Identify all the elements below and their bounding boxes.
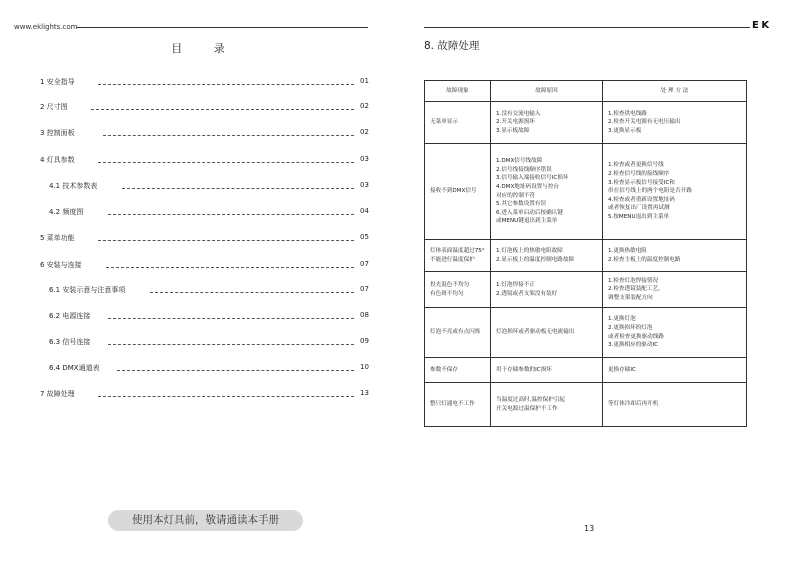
toc-item-page: 09 xyxy=(360,337,369,345)
table-row xyxy=(425,240,747,272)
solution-line: 调整支架装配方向 xyxy=(608,294,653,301)
cause-line: 灯泡损坏或者驱动板无电流输出 xyxy=(496,329,575,336)
solution-line: 3.检查显示板信号接受IC和 xyxy=(608,179,675,186)
cause-line: 开关电源过温保护不工作 xyxy=(496,405,558,412)
toc-leader-dots xyxy=(103,135,354,136)
solution-line: 更换存储IC xyxy=(608,366,636,373)
solution-line: 2.检查透镜装配工艺， xyxy=(608,286,664,293)
toc-item-page: 10 xyxy=(360,363,369,371)
table-header-row xyxy=(425,81,747,102)
solution-line: 2.更换损坏的灯泡 xyxy=(608,324,653,331)
cell-solution xyxy=(603,358,747,383)
toc-leader-dots xyxy=(122,188,354,189)
toc-leader-dots xyxy=(108,318,354,319)
toc-item-label: 7 故障处理 xyxy=(40,390,75,398)
table-row xyxy=(425,144,747,240)
toc-item-label: 4 灯具参数 xyxy=(40,156,75,164)
table-row xyxy=(425,102,747,144)
cause-line: 5.其它参数设置有误 xyxy=(496,201,547,208)
solution-line: 1.更换热敏电阻 xyxy=(608,247,647,254)
cell-symptom xyxy=(425,102,491,144)
header-rule-right xyxy=(424,27,750,28)
cell-cause xyxy=(491,358,603,383)
symptom-line: 有色斑不均匀 xyxy=(430,290,464,297)
cell-symptom xyxy=(425,240,491,272)
toc-leader-dots xyxy=(106,267,354,268)
solution-line: 串在信号线上的两个电阻是否开路 xyxy=(608,188,692,195)
toc-leader-dots xyxy=(150,292,354,293)
solution-line: 2.检查开关电源有无电压输出 xyxy=(608,119,681,126)
cell-symptom xyxy=(425,383,491,427)
toc-item[interactable] xyxy=(0,77,396,89)
toc-item-label: 4.1 技术参数表 xyxy=(49,182,98,190)
symptom-line: 接收不到DMX信号 xyxy=(430,188,477,195)
table-body xyxy=(425,102,747,427)
website-url: www.eklights.com xyxy=(14,23,78,31)
cell-cause xyxy=(491,272,603,308)
toc-item-label: 3 控制面板 xyxy=(40,129,75,137)
toc-item-page: 04 xyxy=(360,207,369,215)
cell-symptom xyxy=(425,144,491,240)
toc-item[interactable] xyxy=(0,285,396,297)
cause-line: 1.灯泡焊接不正 xyxy=(496,281,535,288)
cause-line: 2.信号线接线顺序错误 xyxy=(496,166,552,173)
toc-item[interactable] xyxy=(0,128,396,140)
solution-line: 5.按MENU退出到主菜单 xyxy=(608,213,670,220)
solution-line: 3.更换相应的驱动IC xyxy=(608,342,659,349)
toc-item-page: 08 xyxy=(360,311,369,319)
toc-leader-dots xyxy=(98,396,354,397)
symptom-line: 灯泡不亮或有点闪烁 xyxy=(430,329,481,336)
symptom-line: 无菜单显示 xyxy=(430,119,458,126)
solution-line: 1.检查灯泡焊接情况 xyxy=(608,277,659,284)
cell-symptom xyxy=(425,272,491,308)
toc-leader-dots xyxy=(98,84,354,85)
cell-solution xyxy=(603,144,747,240)
toc-item-page: 02 xyxy=(360,102,369,110)
table-row xyxy=(425,308,747,358)
solution-line: 或者检查更换驱动线路 xyxy=(608,333,664,340)
toc-item-label: 6.4 DMX通道表 xyxy=(49,364,100,372)
toc-item[interactable] xyxy=(0,233,396,245)
table-row xyxy=(425,272,747,308)
cause-line: 3.信号输入端接收信号IC损坏 xyxy=(496,175,569,182)
cause-line: 1.灯泡板上的热敏电阻故障 xyxy=(496,247,563,254)
toc-leader-dots xyxy=(91,109,354,110)
solution-line: 等灯体冷却后再开机 xyxy=(608,401,659,408)
section-title: 8. 故障处理 xyxy=(424,40,480,52)
symptom-line: 灯体表面温度超过75° xyxy=(430,247,485,254)
toc-item[interactable] xyxy=(0,181,396,193)
cause-line: 1.DMX信号线故障 xyxy=(496,158,543,165)
toc-title: 目 录 xyxy=(171,42,239,55)
toc-item-page: 02 xyxy=(360,128,369,136)
toc-item[interactable] xyxy=(0,102,396,114)
cause-line: 当温度过高时,温控保护引起 xyxy=(496,396,565,403)
toc-item[interactable] xyxy=(0,363,396,375)
cause-line: 1.没有交流电输入 xyxy=(496,110,541,117)
header-solution: 处 理 方 法 xyxy=(603,81,747,102)
cell-cause xyxy=(491,102,603,144)
cell-cause xyxy=(491,383,603,427)
toc-leader-dots xyxy=(98,240,354,241)
cause-line: 对应的控制不符 xyxy=(496,192,536,199)
cell-solution xyxy=(603,240,747,272)
cell-solution xyxy=(603,308,747,358)
page-number: 13 xyxy=(584,524,595,533)
toc-item[interactable] xyxy=(0,337,396,349)
solution-line: 或者恢复出厂设置再试测 xyxy=(608,205,670,212)
cell-cause xyxy=(491,240,603,272)
toc-item[interactable] xyxy=(0,207,396,219)
read-manual-banner: 使用本灯具前，敬请通读本手册 xyxy=(108,510,303,531)
cause-line: 2.开关电源损坏 xyxy=(496,119,535,126)
troubleshooting-table xyxy=(424,80,747,427)
solution-line: 1.检查或者更换信号线 xyxy=(608,162,664,169)
header-symptom: 故障现象 xyxy=(425,81,491,102)
header-rule-left xyxy=(76,27,368,28)
toc-item-label: 6 安装与连接 xyxy=(40,261,82,269)
solution-line: 1.检查供电线路 xyxy=(608,110,647,117)
cell-cause xyxy=(491,144,603,240)
toc-item[interactable] xyxy=(0,155,396,167)
toc-leader-dots xyxy=(108,344,354,345)
toc-leader-dots xyxy=(108,214,354,215)
cause-line: 2.透镜或者支架没有装好 xyxy=(496,290,558,297)
toc-item-label: 6.2 电源连接 xyxy=(49,312,91,320)
toc-item-page: 01 xyxy=(360,77,369,85)
toc-item-page: 03 xyxy=(360,155,369,163)
brand-logo: E K xyxy=(752,20,769,31)
cell-symptom xyxy=(425,358,491,383)
solution-line: 3.更换显示板 xyxy=(608,127,642,134)
symptom-line: 不能进行温度保护 xyxy=(430,256,475,263)
symptom-line: 参数不保存 xyxy=(430,366,458,373)
cell-cause xyxy=(491,308,603,358)
toc-item-label: 4.2 频度图 xyxy=(49,208,84,216)
toc-item-page: 05 xyxy=(360,233,369,241)
toc-item[interactable] xyxy=(0,389,396,401)
toc-item-label: 6.1 安装示意与注意事项 xyxy=(49,286,126,294)
cell-solution xyxy=(603,272,747,308)
cell-solution xyxy=(603,102,747,144)
cell-solution xyxy=(603,383,747,427)
solution-line: 2.检查信号线的接线顺序 xyxy=(608,171,670,178)
cause-line: 4.DMX地址码设置与控台 xyxy=(496,183,560,190)
symptom-line: 整只灯通电不工作 xyxy=(430,401,475,408)
toc-item-label: 6.3 信号连接 xyxy=(49,338,91,346)
toc-item-label: 1 安全指导 xyxy=(40,78,75,86)
toc-item-page: 13 xyxy=(360,389,369,397)
toc-leader-dots xyxy=(117,370,354,371)
cause-line: 6.进入菜单启动后按确认键 xyxy=(496,209,563,216)
toc-leader-dots xyxy=(98,162,354,163)
cause-line: 或MENU键退出到主菜单 xyxy=(496,218,558,225)
cause-line: 2.显示板上的温度控制电路故障 xyxy=(496,256,575,263)
toc-item[interactable] xyxy=(0,311,396,323)
symptom-line: 投光混色不均匀 xyxy=(430,281,470,288)
toc-item-page: 07 xyxy=(360,260,369,268)
toc-item-page: 07 xyxy=(360,285,369,293)
solution-line: 4.检查或者重新设置地址码 xyxy=(608,196,675,203)
solution-line: 2.检查主板上的温度控制电路 xyxy=(608,256,681,263)
toc-item[interactable] xyxy=(0,260,396,272)
cell-symptom xyxy=(425,308,491,358)
toc-item-page: 03 xyxy=(360,181,369,189)
cause-line: 3.显示板故障 xyxy=(496,127,530,134)
table-row xyxy=(425,358,747,383)
solution-line: 1.更换灯泡 xyxy=(608,316,636,323)
cause-line: 用于存储参数的IC损坏 xyxy=(496,366,552,373)
toc-item-label: 2 尺寸图 xyxy=(40,103,68,111)
toc-item-label: 5 菜单功能 xyxy=(40,234,75,242)
table-row xyxy=(425,383,747,427)
header-cause: 故障原因 xyxy=(491,81,603,102)
